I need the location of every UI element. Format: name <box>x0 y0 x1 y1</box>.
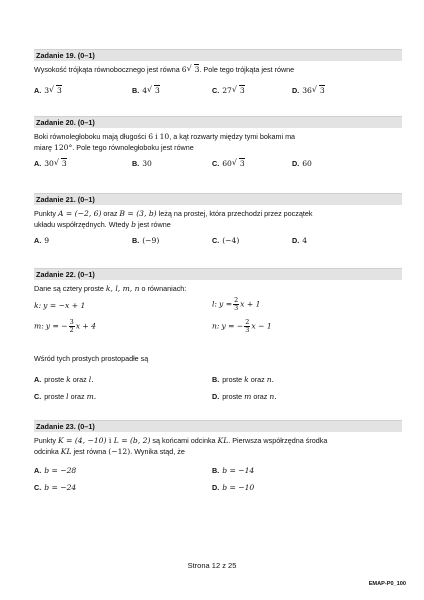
equation-k: k: y = −x + 1 <box>34 301 86 310</box>
task-text: Wysokość trójkąta równobocznego jest równa 6√ 3. Pole tego trójkąta jest równe <box>34 65 402 76</box>
option-c[interactable]: C. 27√ 3 <box>212 86 245 95</box>
task-text: Boki równoległoboku mają długości 6 i 10, a kąt rozwarty między tymi bokami ma miarę 120°. Pole tego równoległoboku jest równe <box>34 132 296 152</box>
task-header: Zadanie 21. (0–1) <box>34 193 402 205</box>
task-21 <box>34 193 402 248</box>
option-d[interactable]: D. proste m oraz n. <box>212 392 277 401</box>
answer-options <box>34 86 402 98</box>
equation-l: l: y = $\frac{2}{3}$ x + 1 <box>212 296 261 312</box>
option-d[interactable]: D. 60 <box>292 159 312 168</box>
page-number: Strona 12 z 25 <box>187 561 237 570</box>
option-d[interactable]: D. 4 <box>292 236 308 245</box>
task-22 <box>34 268 402 408</box>
option-c[interactable]: C. 60√ 3 <box>212 159 245 168</box>
equation-m: m: y = − $\frac{3}{2}$ x + 4 <box>34 318 96 334</box>
option-d[interactable]: D. b = −10 <box>212 483 255 492</box>
option-b[interactable]: B. b = −14 <box>212 466 255 475</box>
equation-n: n: y = − $\frac{2}{3}$ x − 1 <box>212 318 272 334</box>
task-question: Wśród tych prostych prostopadłe są <box>34 354 149 363</box>
task-19 <box>34 49 402 98</box>
option-c[interactable]: C. proste l oraz m. <box>34 392 97 401</box>
option-d[interactable]: D. 36√ 3 <box>292 86 325 95</box>
option-c[interactable]: C. b = −24 <box>34 483 77 492</box>
answer-options <box>34 159 402 171</box>
option-a[interactable]: A. proste k oraz l. <box>34 375 94 384</box>
task-header: Zadanie 19. (0–1) <box>34 49 402 61</box>
option-c[interactable]: C. (−4) <box>212 236 240 245</box>
option-a[interactable]: A. 9 <box>34 236 50 245</box>
task-header: Zadanie 22. (0–1) <box>34 268 402 280</box>
option-a[interactable]: A. 30√ 3 <box>34 159 67 168</box>
exam-code: EMAP-P0_100 <box>368 581 406 587</box>
task-23 <box>34 420 402 500</box>
option-b[interactable]: B. (−9) <box>132 236 160 245</box>
task-text: Dane są cztery proste k, l, m, n o równaniach: <box>34 284 187 293</box>
task-header: Zadanie 20. (0–1) <box>34 116 402 128</box>
option-b[interactable]: B. 30 <box>132 159 152 168</box>
task-20 <box>34 116 402 171</box>
task-text: Punkty A = (−2, 6) oraz B = (3, b) leżą na prostej, która przechodzi przez początek układu współrzędnych. Wtedy b jest równe <box>34 209 313 229</box>
task-header: Zadanie 23. (0–1) <box>34 420 402 432</box>
task-text: Punkty K = (4, −10) i L = (b, 2) są końcami odcinka KL. Pierwsza współrzędna środka odcinka KL jest równa (−12). Wynika stąd, że <box>34 436 328 456</box>
option-a[interactable]: A. 3√ 3 <box>34 86 62 95</box>
option-b[interactable]: B. 4√ 3 <box>132 86 160 95</box>
answer-options <box>34 236 402 248</box>
option-a[interactable]: A. b = −28 <box>34 466 77 475</box>
option-b[interactable]: B. proste k oraz n. <box>212 375 275 384</box>
